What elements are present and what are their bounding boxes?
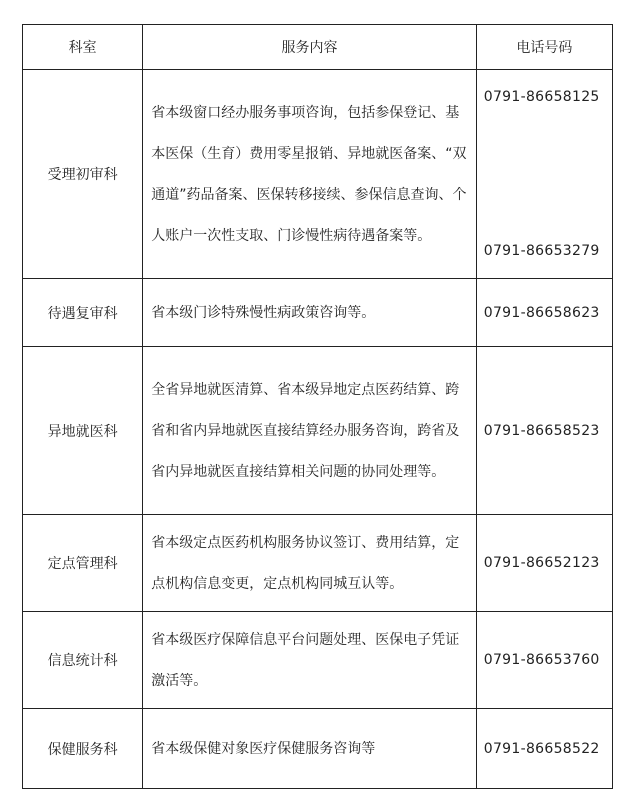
table-row — [23, 279, 613, 347]
phone-number: 0791-86658125 — [483, 89, 600, 105]
phone-cell — [476, 70, 612, 279]
header-service: 服务内容 — [143, 25, 477, 70]
dept-cell: 受理初审科 — [23, 70, 143, 279]
phone-number: 0791-86658523 — [483, 422, 600, 439]
phone-number: 0791-86653279 — [483, 243, 600, 259]
dept-cell: 定点管理科 — [23, 515, 143, 612]
service-cell: 省本级窗口经办服务事项咨询，包括参保登记、基本医保（生育）费用零星报销、异地就医备案、“双通道”药品备案、医保转移接续、参保信息查询、个人账户一次性支取、门诊慢性病待遇备案等。 — [143, 70, 477, 279]
table-row — [23, 515, 613, 612]
dept-cell: 保健服务科 — [23, 709, 143, 789]
phone-cell — [476, 347, 612, 515]
service-cell: 全省异地就医清算、省本级异地定点医药结算、跨省和省内异地就医直接结算经办服务咨询，跨省及省内异地就医直接结算相关问题的协同处理等。 — [143, 347, 477, 515]
dept-cell: 待遇复审科 — [23, 279, 143, 347]
table-row — [23, 70, 613, 279]
service-cell: 省本级门诊特殊慢性病政策咨询等。 — [143, 279, 477, 347]
phone-cell — [476, 279, 612, 347]
phone-cell — [476, 612, 612, 709]
phone-number: 0791-86658522 — [483, 740, 600, 757]
header-row — [23, 25, 613, 70]
table-row — [23, 709, 613, 789]
phone-number: 0791-86652123 — [483, 555, 600, 571]
phone-cell — [476, 515, 612, 612]
phone-number: 0791-86653760 — [483, 652, 600, 668]
phone-number: 0791-86658623 — [483, 304, 600, 321]
service-cell: 省本级医疗保障信息平台问题处理、医保电子凭证激活等。 — [143, 612, 477, 709]
header-dept: 科室 — [23, 25, 143, 70]
dept-cell: 异地就医科 — [23, 347, 143, 515]
contact-table — [22, 24, 613, 789]
table-row — [23, 612, 613, 709]
header-phone: 电话号码 — [476, 25, 612, 70]
phone-cell — [476, 709, 612, 789]
table-row — [23, 347, 613, 515]
dept-cell: 信息统计科 — [23, 612, 143, 709]
service-cell: 省本级定点医药机构服务协议签订、费用结算，定点机构信息变更，定点机构同城互认等。 — [143, 515, 477, 612]
service-cell: 省本级保健对象医疗保健服务咨询等 — [143, 709, 477, 789]
